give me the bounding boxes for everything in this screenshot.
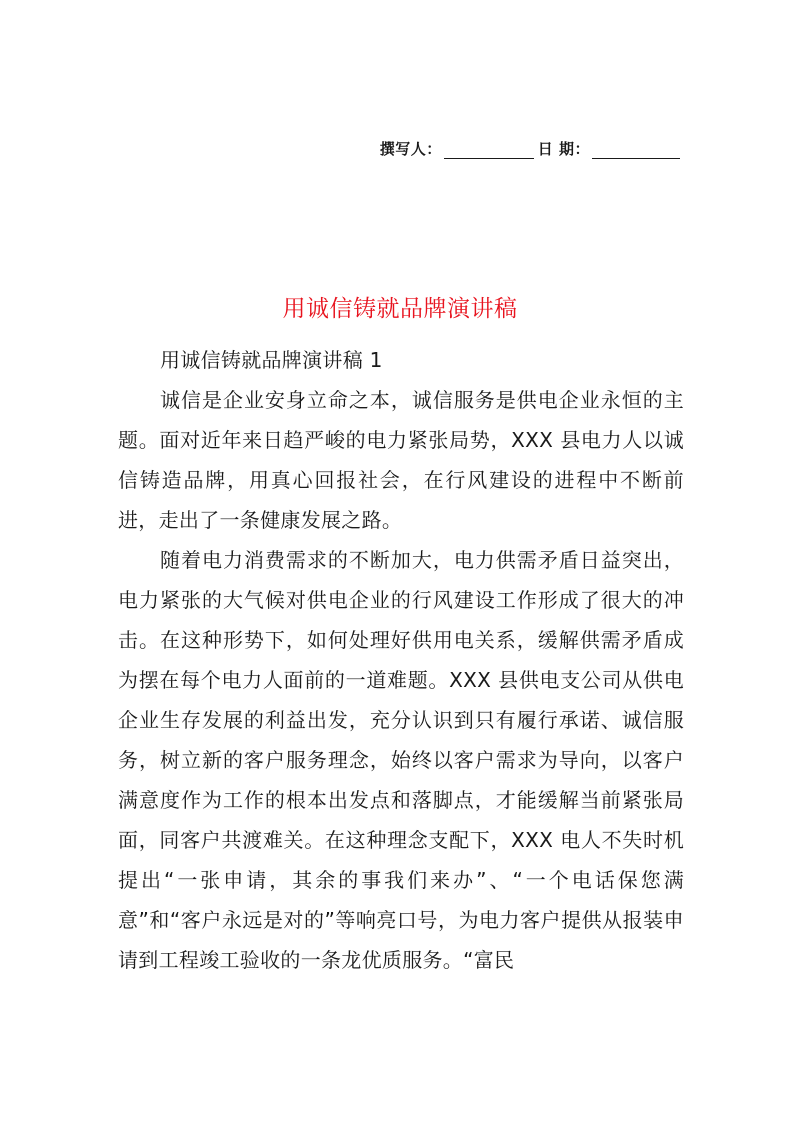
document-subtitle: 用诚信铸就品牌演讲稿 1 xyxy=(160,348,383,372)
document-body xyxy=(118,340,684,980)
author-blank-field xyxy=(444,142,534,159)
date-blank-field xyxy=(592,142,680,159)
date-label: 日 期： xyxy=(537,140,590,158)
paragraph-1: 诚信是企业安身立命之本，诚信服务是供电企业永恒的主题。面对近年来日趋严峻的电力紧张局势，XXX 县电力人以诚信铸造品牌，用真心回报社会，在行风建设的进程中不断前进，走出了一条健康发展之路。 xyxy=(118,388,684,532)
document-title: 用诚信铸就品牌演讲稿 xyxy=(282,296,518,322)
author-date-header xyxy=(380,138,680,159)
paragraph-2: 随着电力消费需求的不断加大，电力供需矛盾日益突出，电力紧张的大气候对供电企业的行风建设工作形成了很大的冲击。在这种形势下，如何处理好供用电关系，缓解供需矛盾成为摆在每个电力人面前的一道难题。XXX 县供电支公司从供电企业生存发展的利益出发，充分认识到只有履行承诺、诚信服务，树立新的客户服务理念，始终以客户需求为导向，以客户满意度作为工作的根本出发点和落脚点，才能缓解当前紧张局面，同客户共渡难关。在这种理念支配下，XXX 电人不失时机提出“一张申请，其余的事我们来办”、“一个电话保您满意”和“客户永远是对的”等响亮口号，为电力客户提供从报装申请到工程竣工验收的一条龙优质服务。“富民 xyxy=(118,548,684,972)
author-label: 撰写人： xyxy=(379,140,442,158)
